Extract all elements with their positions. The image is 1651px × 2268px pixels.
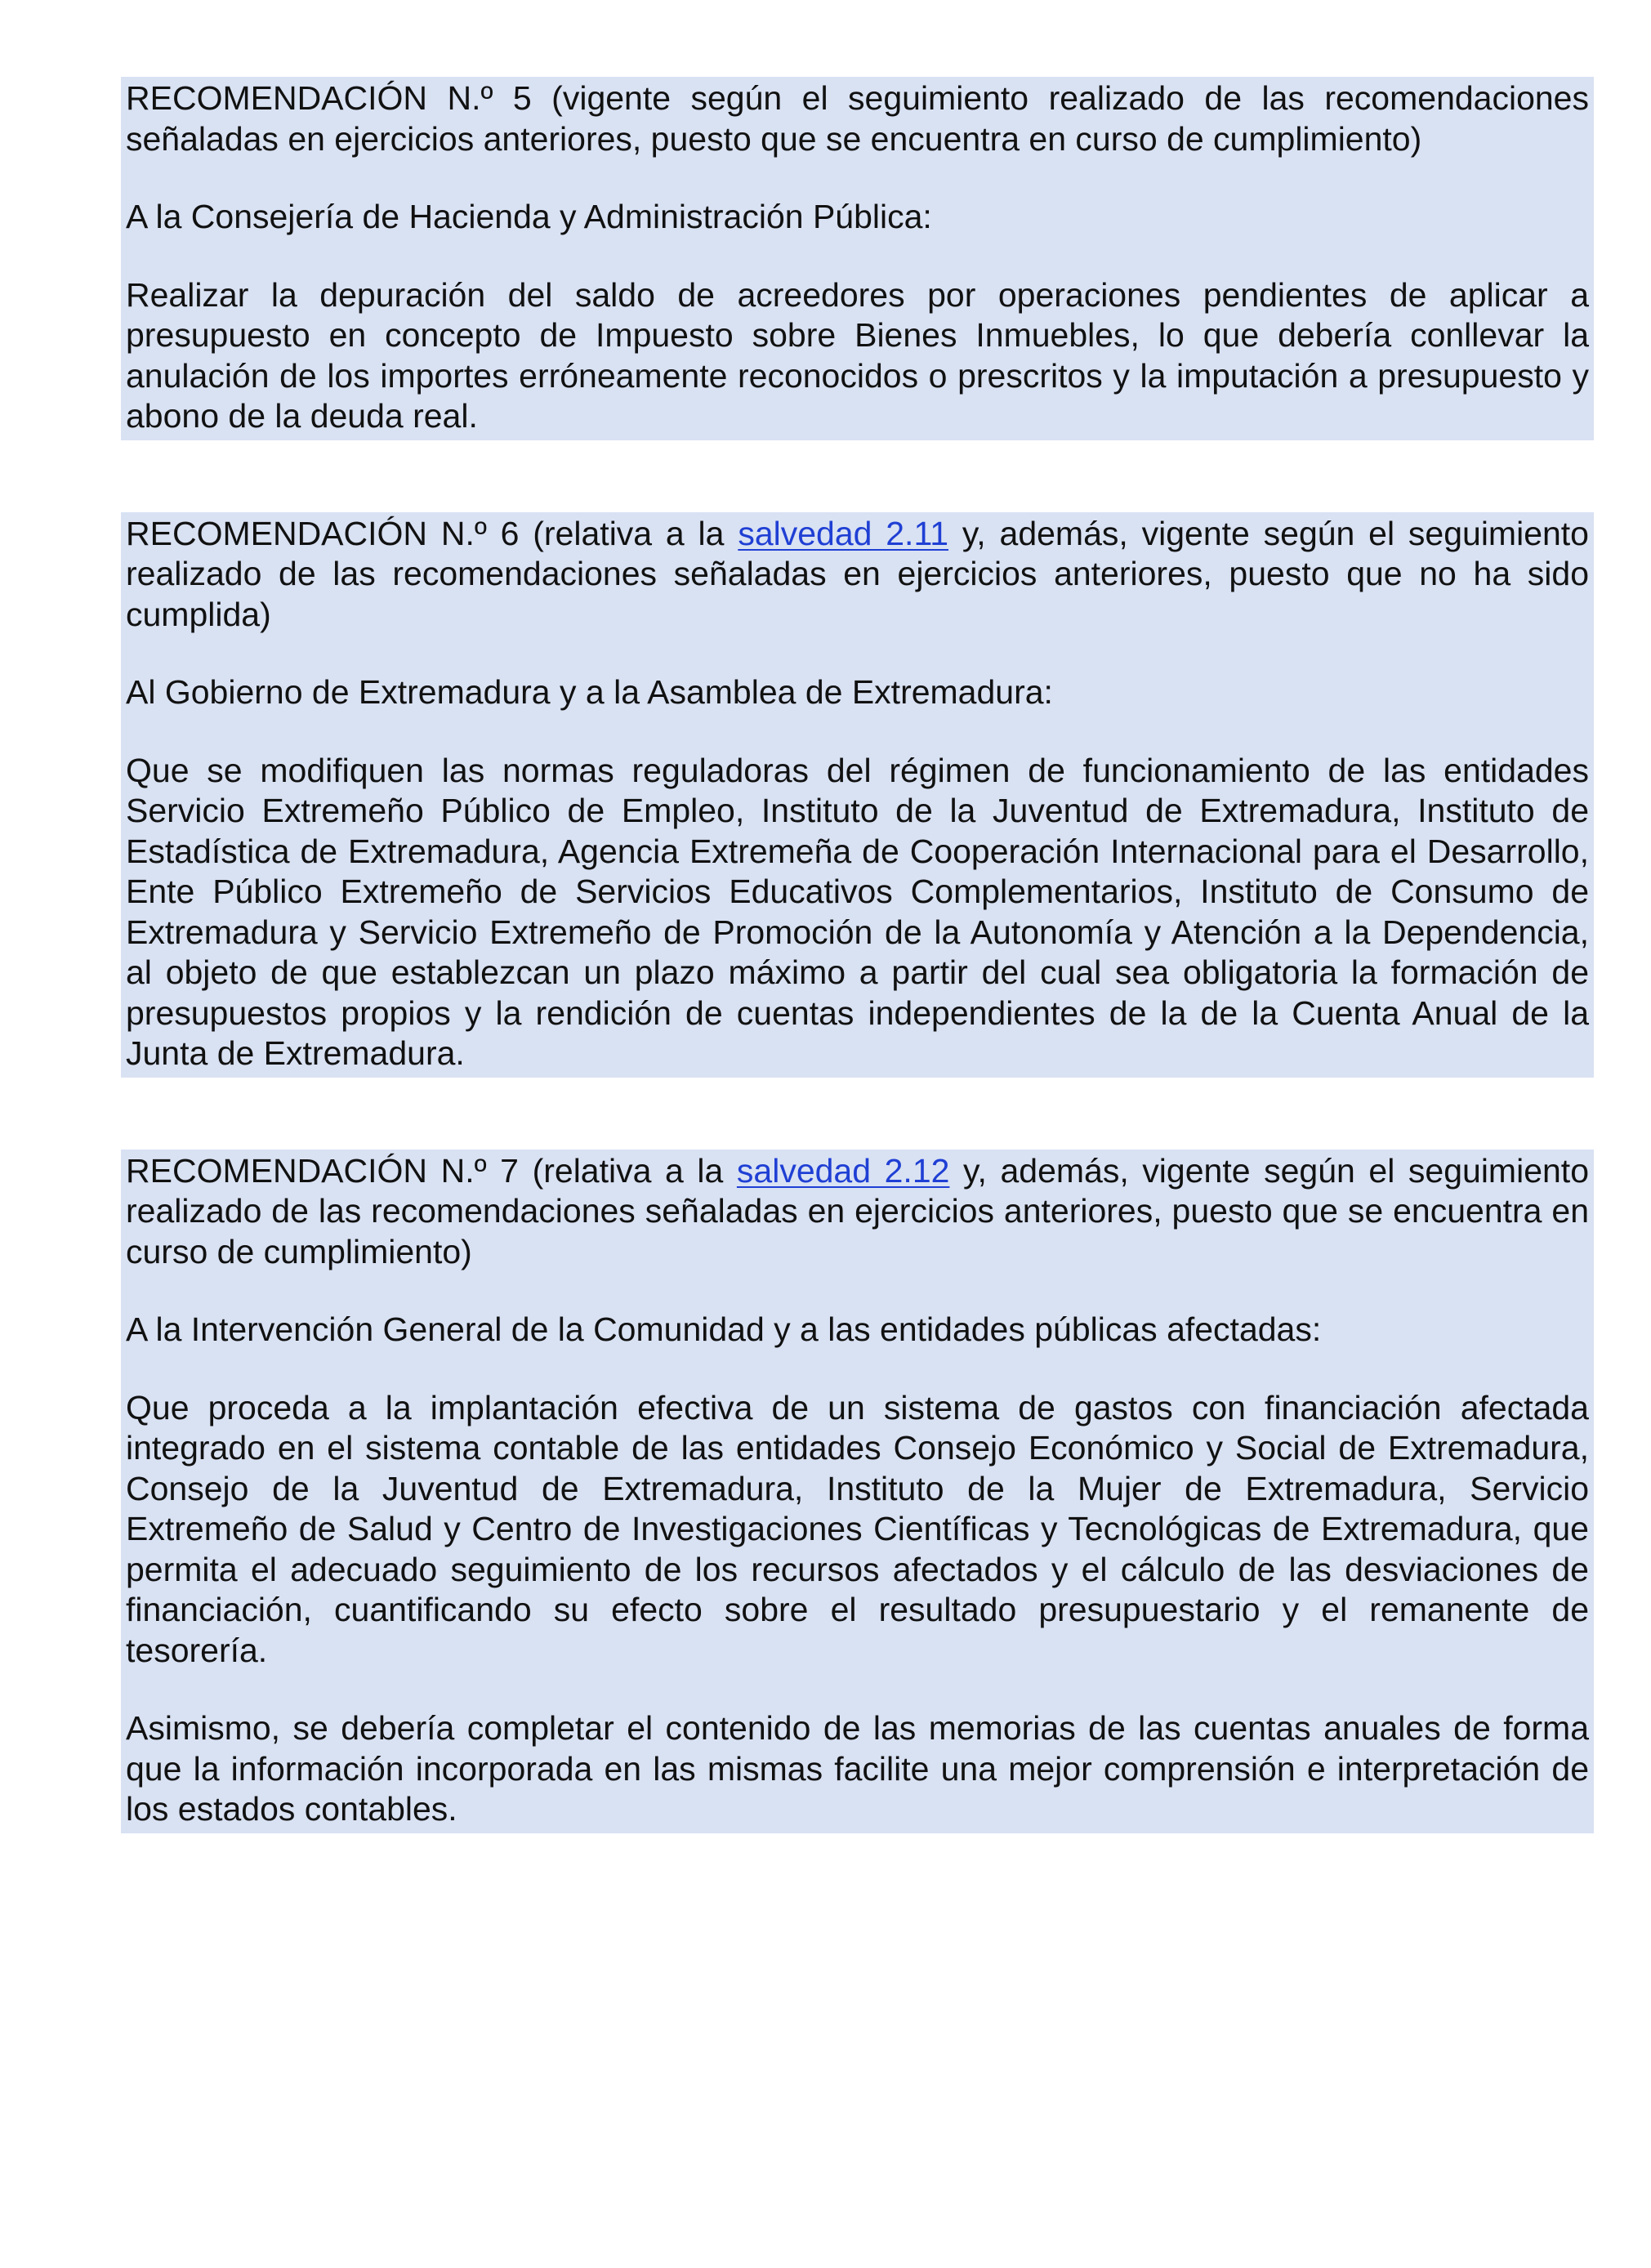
recommendation-7-body: Que proceda a la implantación efectiva de un sistema de gastos con financiación afectada integrado en el sistema contable de las entidades Consejo Económico y Social de Extremadura, Consejo de la Juventud de Extremadura, Instituto de la Mujer de Extremadura, Servicio Extremeño de Salud y Centro de Investigaciones Científicas y Tecnológicas de Extremadura, que permita el adecuado seguimiento de los recursos afectados y el cálculo de las desviaciones de financiación, cuantificando su efecto sobre el resultado presupuestario y el remanente de tesorería.: [126, 1388, 1589, 1669]
recommendation-5-addressee: A la Consejería de Hacienda y Administración Pública:: [126, 198, 932, 235]
recommendation-5-box: [121, 77, 1594, 440]
recommendation-6-heading-end: y, además, vigente según el seguimiento realizado de las recomendaciones señaladas en ejercicios anteriores, puesto que no ha sido cumplida): [126, 514, 1589, 633]
document-page: [121, 77, 1594, 1905]
recommendation-6-heading-start: RECOMENDACIÓN N.º 6 (relativa a la: [126, 514, 738, 552]
recommendation-7-heading: [126, 1151, 1589, 1273]
recommendation-7-addressee: A la Intervención General de la Comunidad y a las entidades públicas afectadas:: [126, 1310, 1322, 1348]
recommendation-6-body: Que se modifiquen las normas reguladoras del régimen de funcionamiento de las entidades Servicio Extremeño Público de Empleo, Instituto de la Juventud de Extremadura, Instituto de Estadística de Extremadura, Agencia Extremeña de Cooperación Internacional para el Desarrollo, Ente Público Extremeño de Servicios Educativos Complementarios, Instituto de Consumo de Extremadura y Servicio Extremeño de Promoción de la Autonomía y Atención a la Dependencia, al objeto de que establezcan un plazo máximo a partir del cual sea obligatoria la formación de presupuestos propios y la rendición de cuentas independientes de la de la Cuenta Anual de la Junta de Extremadura.: [126, 751, 1589, 1072]
recommendation-7-heading-start: RECOMENDACIÓN N.º 7 (relativa a la: [126, 1151, 737, 1190]
recommendation-5-heading: RECOMENDACIÓN N.º 5 (vigente según el seguimiento realizado de las recomendaciones señaladas en ejercicios anteriores, puesto que se encuentra en curso de cumplimiento): [126, 79, 1589, 158]
recommendation-5-body: Realizar la depuración del saldo de acreedores por operaciones pendientes de aplicar a presupuesto en concepto de Impuesto sobre Bienes Inmuebles, lo que debería conllevar la anulación de los importes erróneamente reconocidos o prescritos y la imputación a presupuesto y abono de la deuda real.: [126, 275, 1589, 435]
recommendation-7-heading-end: y, además, vigente según el seguimiento realizado de las recomendaciones señaladas en ejercicios anteriores, puesto que se encuentra en curso de cumplimiento): [126, 1151, 1589, 1270]
recommendation-6-box: [121, 512, 1594, 1078]
salvedad-2-12-link[interactable]: salvedad 2.12: [736, 1151, 950, 1190]
recommendation-7-box: [121, 1150, 1594, 1833]
salvedad-2-11-link[interactable]: salvedad 2.11: [738, 514, 949, 552]
recommendation-7-body-additional: Asimismo, se debería completar el contenido de las memorias de las cuentas anuales de forma que la información incorporada en las mismas facilite una mejor comprensión e interpretación de los estados contables.: [126, 1709, 1589, 1828]
recommendation-6-heading: [126, 514, 1589, 636]
recommendation-6-addressee: Al Gobierno de Extremadura y a la Asamblea de Extremadura:: [126, 673, 1053, 711]
